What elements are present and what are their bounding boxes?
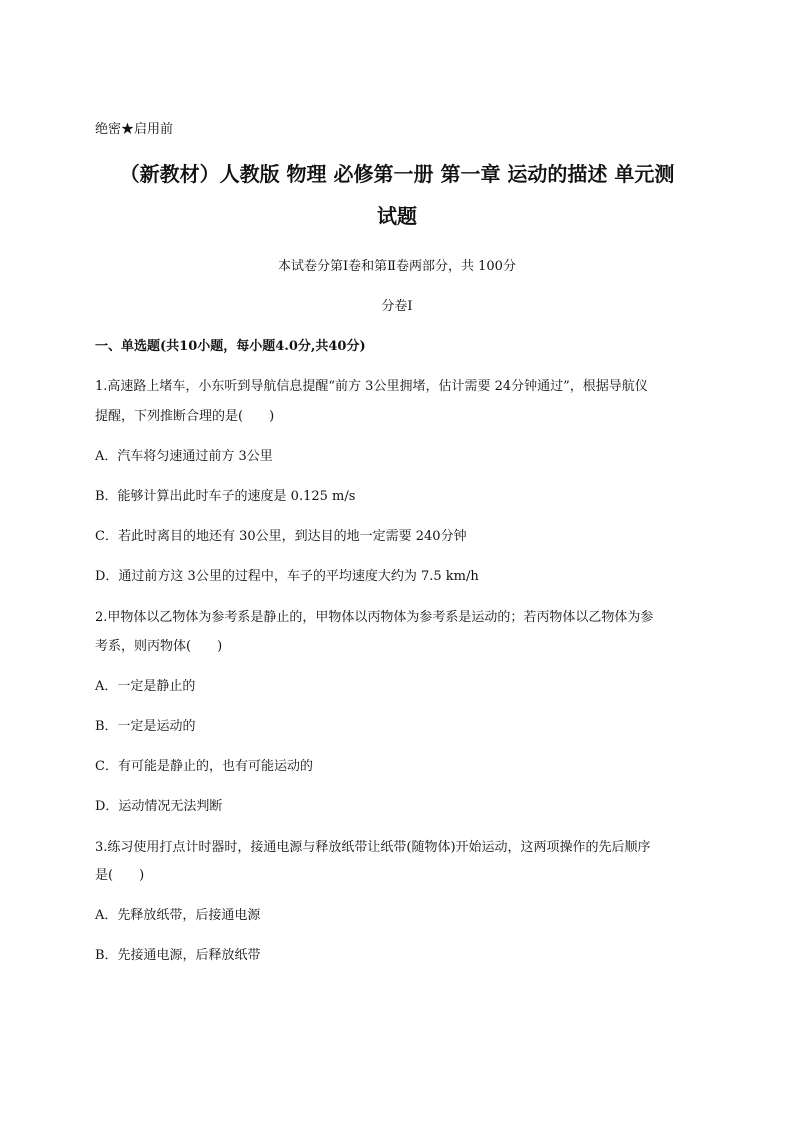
question-1-option-a: A．汽车将匀速通过前方 3公里	[95, 449, 273, 464]
question-3-line1: 3.练习使用打点计时器时，接通电源与释放纸带让纸带(随物体)开始运动，这两项操作的先后顺序	[95, 840, 651, 855]
confidential-label: 绝密★启用前	[95, 122, 174, 137]
question-2-option-d: D．运动情况无法判断	[95, 799, 223, 814]
question-2-option-c: C．有可能是静止的，也有可能运动的	[95, 759, 313, 774]
question-3-line2: 是( )	[95, 868, 145, 883]
question-1-option-c: C．若此时离目的地还有 30公里，到达目的地一定需要 240分钟	[95, 529, 467, 544]
question-2-line2: 考系，则丙物体( )	[95, 639, 223, 654]
question-1-line2: 提醒，下列推断合理的是( )	[95, 409, 275, 424]
question-3-option-a: A．先释放纸带，后接通电源	[95, 908, 261, 923]
question-1-option-d: D．通过前方这 3公里的过程中，车子的平均速度大约为 7.5 km/h	[95, 569, 479, 584]
question-3-option-b: B．先接通电源，后释放纸带	[95, 948, 261, 963]
exam-subtitle: 本试卷分第Ⅰ卷和第Ⅱ卷两部分，共 100分	[278, 259, 516, 274]
volume-label: 分卷I	[381, 299, 413, 314]
question-2-option-a: A．一定是静止的	[95, 679, 196, 694]
question-1-line1: 1.高速路上堵车，小东听到导航信息提醒“前方 3公里拥堵，估计需要 24分钟通过”，根据导航仪	[95, 379, 648, 394]
question-2-line1: 2.甲物体以乙物体为参考系是静止的，甲物体以丙物体为参考系是运动的；若丙物体以乙物体为参	[95, 610, 654, 625]
question-1-option-b: B．能够计算出此时车子的速度是 0.125 m/s	[95, 489, 356, 504]
exam-title-line2: 试题	[377, 204, 417, 228]
section-heading: 一、单选题(共10小题，每小题4.0分,共40分)	[95, 339, 366, 354]
exam-title-line1: （新教材）人教版 物理 必修第一册 第一章 运动的描述 单元测	[119, 162, 675, 186]
question-2-option-b: B．一定是运动的	[95, 719, 196, 734]
